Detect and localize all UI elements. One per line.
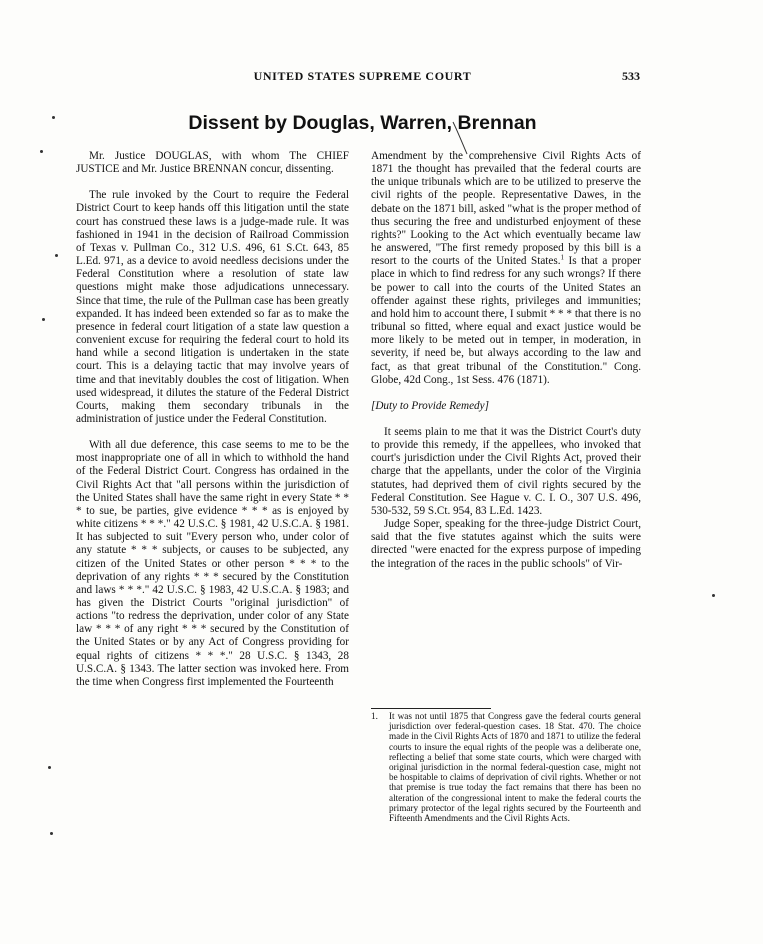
body-paragraph: Judge Soper, speaking for the three-judge District Court, said that the five statutes against which the suits were directed "were enacted for the express purpose of impeding the integration of the races in the public schools" of Vir- xyxy=(371,518,641,570)
footnote-ref: 1 xyxy=(560,253,565,262)
left-column xyxy=(76,150,349,689)
scan-speck xyxy=(712,594,715,597)
body-paragraph: The rule invoked by the Court to require the Federal District Court to keep hands off this litigation until the state court has construed these laws is a judge-made rule. It was fashioned in 1941 in the decision of Railroad Commission of Texas v. Pullman Co., 312 U.S. 496, 61 S.Ct. 643, 85 L.Ed. 971, as a device to avoid needless decisions under the Federal Constitution where a resolution of state law questions might make those adjudications unnecessary. Since that time, the rule of the Pullman case has been greatly expanded. It has indeed been extended so far as to make the presence in federal court litigation of a state law question a convenient excuse for requiring the federal court to hold its hand while a second litigation is undertaken in the state court. This is a delaying tactic that may involve years of time and that inevitably doubles the cost of litigation. When used widespread, it dilutes the stature of the Federal District Courts, making them secondary tribunals in the administration of justice under the Federal Constitution. xyxy=(76,189,349,425)
scan-speck xyxy=(55,254,58,257)
dissent-heading: Dissent by Douglas, Warren, Brennan xyxy=(188,112,537,134)
footnote-rule xyxy=(371,708,491,709)
page-number: 533 xyxy=(622,69,640,83)
footnote xyxy=(371,711,641,823)
scan-speck xyxy=(42,318,45,321)
intro-paragraph: Mr. Justice DOUGLAS, with whom The CHIEF JUSTICE and Mr. Justice BRENNAN concur, dissenting. xyxy=(76,150,349,176)
right-column xyxy=(371,150,641,571)
body-paragraph: It seems plain to me that it was the District Court's duty to provide this remedy, if the appellees, who invoked that court's jurisdiction under the Civil Rights Act, proved their charge that the appellants, under the color of the Virginia statutes, had deprived them of civil rights secured by the Federal Constitution. See Hague v. C. I. O., 307 U.S. 496, 530-532, 59 S.Ct. 954, 83 L.Ed. 1423. xyxy=(371,425,641,517)
scan-speck xyxy=(40,150,43,153)
body-paragraph xyxy=(371,150,641,387)
paragraph-text: Amendment by the comprehensive Civil Rights Acts of 1871 the thought has prevailed that the federal courts are the unique tribunals which are to be utilized to preserve the civil rights of the people. Representative Dawes, in the debate on the 1871 bill, asked "what is the proper method of thus securing the free and undisturbed enjoyment of these rights?" Looking to the Act which eventually became law he answered, "The first remedy proposed by this bill is a resort to the courts of the United States. xyxy=(371,150,641,268)
footnotes xyxy=(371,708,641,823)
footnote-text: It was not until 1875 that Congress gave the federal courts general jurisdiction over federal-question cases. 18 Stat. 470. The choice made in the Civil Rights Acts of 1870 and 1871 to utilize the federal courts to insure the equal rights of the people was a deliberate one, reflecting a belief that some state courts, which were charged with original jurisdiction in the normal federal-question case, might not be hospitable to claims of deprivation of civil rights. Whether or not that premise is true today the fact remains that there has been no alteration of the congressional intent to make the federal courts the primary protector of the legal rights secured by the Fourteenth and Fifteenth Amendments and the Civil Rights Acts. xyxy=(389,711,641,824)
paragraph-text: Is that a proper place in which to find redress for any such wrongs? If there be power to call into the courts of the United States an offender against these rights, privileges and immunities; and hold him to account there, I submit * * * that there is no tribunal so fitted, where equal and exact justice would be more likely to be meted out in temper, in moderation, in severity, if need be, but always according to the law and fact, as that great tribunal of the Constitution." Cong. Globe, 42d Cong., 1st Sess. 476 (1871). xyxy=(371,255,641,386)
footnote-number: 1. xyxy=(371,711,378,721)
body-paragraph: With all due deference, this case seems to me to be the most inappropriate one of all in which to withhold the hand of the Federal District Court. Congress has ordained in the Civil Rights Act that "all persons within the jurisdiction of the United States shall have the same right in every State * * * to sue, be parties, give evidence * * * as is enjoyed by white citizens * * *." 42 U.S.C. § 1981, 42 U.S.C.A. § 1981. It has subjected to suit "Every person who, under color of any statute * * * subjects, or causes to be subjected, any citizen of the United States or other person * * * to the deprivation of any rights * * * secured by the Constitution and laws * * *." 42 U.S.C. § 1983, 42 U.S.C.A. § 1983; and has given the District Courts "original jurisdiction" of actions "to redress the deprivation, under color of any State law * * * of any right * * * secured by the Constitution of the United States or by any Act of Congress providing for equal rights of citizens * * *." 28 U.S.C. § 1343, 28 U.S.C.A. § 1343. The latter section was invoked here. From the time when Congress first implemented the Fourteenth xyxy=(76,439,349,688)
scan-speck xyxy=(48,766,51,769)
section-heading: [Duty to Provide Remedy] xyxy=(371,399,489,412)
scan-speck xyxy=(50,832,53,835)
running-title: UNITED STATES SUPREME COURT xyxy=(253,69,472,83)
scan-speck xyxy=(52,116,55,119)
running-head xyxy=(0,69,763,85)
